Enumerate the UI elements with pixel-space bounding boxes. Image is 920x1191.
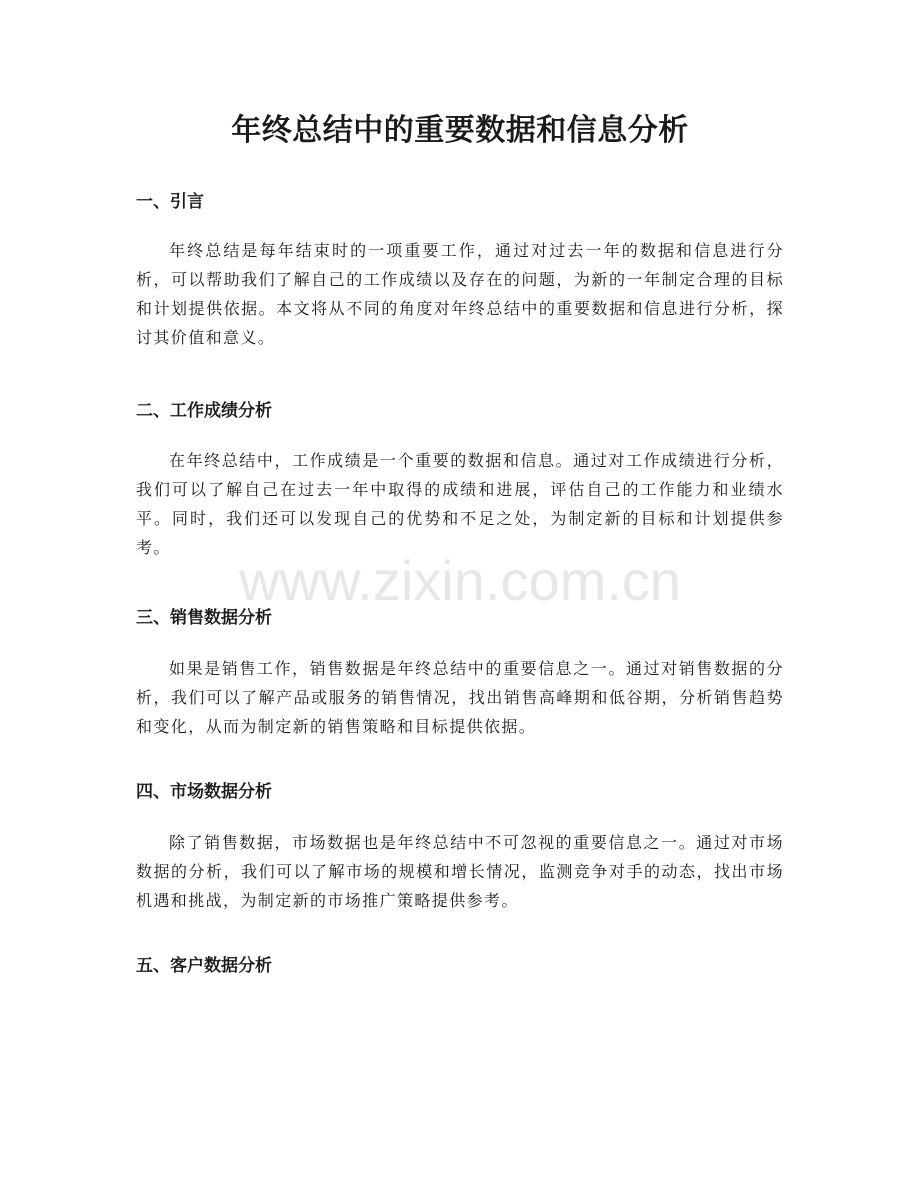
section-heading-customer-data: 五、客户数据分析 bbox=[136, 956, 272, 976]
section-heading-work-performance: 二、工作成绩分析 bbox=[136, 401, 272, 421]
section-body-market-data: 除了销售数据，市场数据也是年终总结中不可忽视的重要信息之一。通过对市场数据的分析，我们可以了解市场的规模和增长情况，监测竞争对手的动态，找出市场机遇和挑战，为制定新的市场推广策略提供参考。 bbox=[136, 833, 784, 910]
section-body-work-performance: 在年终总结中，工作成绩是一个重要的数据和信息。通过对工作成绩进行分析，我们可以了解自己在过去一年中取得的成绩和进展，评估自己的工作能力和业绩水平。同时，我们还可以发现自己的优势和不足之处，为制定新的目标和计划提供参考。 bbox=[136, 451, 784, 557]
section-body-sales-data: 如果是销售工作，销售数据是年终总结中的重要信息之一。通过对销售数据的分析，我们可以了解产品或服务的销售情况，找出销售高峰期和低谷期，分析销售趋势和变化，从而为制定新的销售策略和目标提供依据。 bbox=[136, 659, 784, 736]
page-title: 年终总结中的重要数据和信息分析 bbox=[231, 113, 689, 148]
section-heading-sales-data: 三、销售数据分析 bbox=[136, 608, 272, 628]
section-body-introduction: 年终总结是每年结束时的一项重要工作，通过对过去一年的数据和信息进行分析，可以帮助我们了解自己的工作成绩以及存在的问题，为新的一年制定合理的目标和计划提供依据。本文将从不同的角度对年终总结中的重要数据和信息进行分析，探讨其价值和意义。 bbox=[136, 241, 784, 347]
section-heading-introduction: 一、引言 bbox=[136, 192, 204, 212]
section-heading-market-data: 四、市场数据分析 bbox=[136, 782, 272, 802]
watermark: www.zixin.com.cn bbox=[239, 549, 681, 612]
